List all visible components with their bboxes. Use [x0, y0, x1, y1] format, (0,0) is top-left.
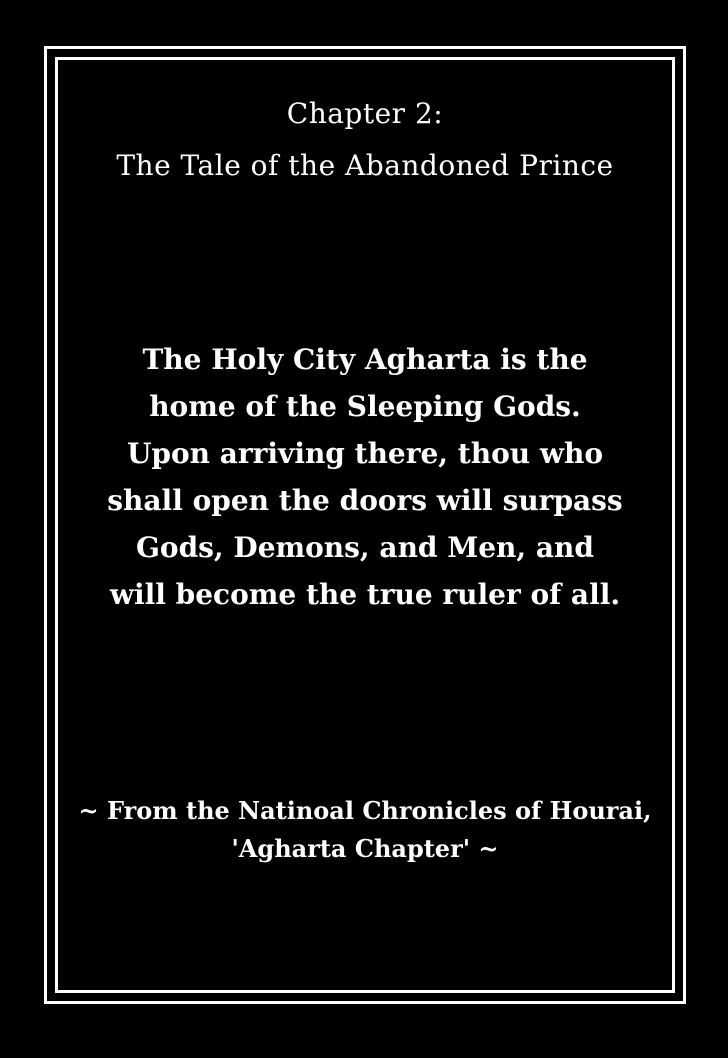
source-line: ~ From the Natinoal Chronicles of Hourai, — [78, 796, 652, 825]
chapter-name: The Tale of the Abandoned Prince — [116, 149, 614, 182]
epigraph-line: The Holy City Agharta is the — [142, 343, 588, 376]
chapter-title — [55, 88, 675, 192]
epigraph-line: Upon arriving there, thou who — [126, 437, 604, 470]
epigraph-source — [55, 792, 675, 868]
epigraph-line: Gods, Demons, and Men, and — [135, 531, 594, 564]
source-line: 'Agharta Chapter' ~ — [231, 834, 499, 863]
epigraph-line: shall open the doors will surpass — [107, 484, 623, 517]
chapter-number: Chapter 2: — [286, 97, 444, 130]
epigraph — [55, 336, 675, 618]
epigraph-line: home of the Sleeping Gods. — [149, 390, 581, 423]
epigraph-line: will become the true ruler of all. — [109, 578, 621, 611]
